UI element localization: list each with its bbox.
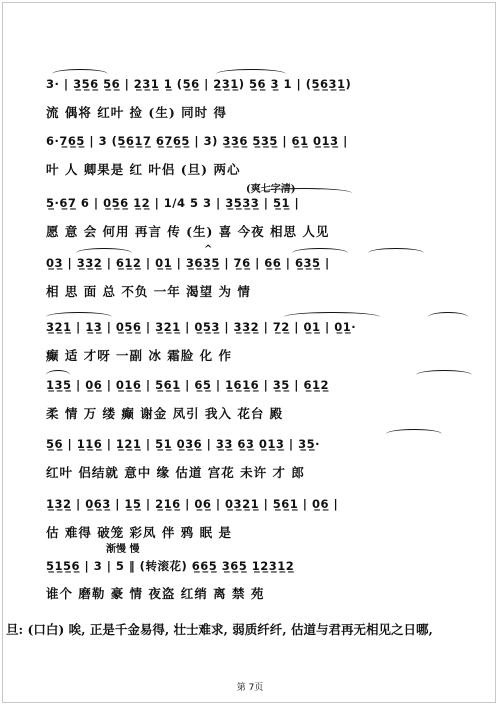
slur	[416, 370, 472, 380]
notation-line: 5̲·6̲7̲ 6 | 0̲5̲6̲ 1̲2̲ | 1/4 5 3 | 3̲5̲3̲3̲ | 5̲1̲ |	[46, 196, 300, 210]
notation-line: 0̲3̲ | 3̲3̲2̲ | 6̲1̲2̲ | 0̲1̲ | 3̲6̲3̲5̲ | 7̲6̲ | 6̲6̲ | 6̲3̲5̲ |	[46, 256, 330, 270]
slur	[368, 248, 424, 258]
notation-line: 3̲2̲1̲ | 1̲3̲ | 0̲5̲6̲ | 3̲2̲1̲ | 0̲5̲3̲ | 3̲3̲2̲ | 7̲2̲ | 0̲1̲ | 0̲1̲·	[46, 320, 357, 334]
lyric-line: 相 思 面 总 不负 一年 渴望 为 情	[46, 284, 251, 299]
lyric-line: 叶 人 卿果是 红 叶侣 (旦) 两心	[46, 162, 241, 177]
lyric-line: 癫 适 才呀 一副 冰 霜脸 化 作	[46, 348, 232, 363]
notation-line: 6·7̲6̲5̲ | 3 (5̲6̲1̲7̲ 6̲7̲6̲5̲ | 3) 3̲3̲6̲ 5̲3̲5̲ | 6̲1̲ 0̲1̲3̲ |	[46, 134, 348, 148]
notation-line: 1̲3̲5̲ | 0̲6̲ | 0̲1̲6̲ | 5̲6̲1̲ | 6̲5̲ | 1̲6̲1̲6̲ | 3̲5̲ | 6̲1̲2̲	[46, 378, 329, 392]
tempo-slowing-marking: 渐慢 慢	[106, 544, 140, 555]
notation-line: 1̲3̲2̲ | 0̲6̲3̲ | 1̲5̲ | 2̲1̲6̲ | 0̲6̲ | 0̲3̲2̲1̲ | 5̲6̲1̲ | 0̲6̲ |	[46, 497, 339, 511]
tempo-marking: (爽七字清)	[246, 184, 296, 195]
notation-line: 5̲1̲5̲6̲ | 3 | 5 ‖ (转滚花) 6̲6̲5̲ 3̲6̲5̲ 1̲2̲3̲1̲2̲	[46, 559, 295, 573]
lyric-line: 估 难得 破笼 彩凤 伴 鸦 眠 是	[46, 525, 232, 540]
spoken-dialogue: 旦: (口白) 唉, 正是千金易得, 壮士难求, 弱质纤纤, 估道与君再无相见之日哪,	[6, 622, 433, 637]
lyric-line: 愿 意 会 何用 再言 传 (生) 喜 今夜 相思 人见	[46, 224, 330, 239]
lyric-line: 谁个 磨勒 豪 情 夜盗 红绡 离 禁 苑	[46, 586, 265, 601]
notation-line: 5̲6̲ | 1̲1̲6̲ | 1̲2̲1̲ | 5̲1̲ 0̲3̲6̲ | 3̲3̲ 6̲3̲ 0̲1̲3̲ | 3̲5̲·	[46, 437, 320, 451]
slur	[386, 429, 442, 439]
page-number: 第 7页	[236, 683, 264, 693]
slur	[428, 312, 468, 322]
lyric-line: 红叶 侣结就 意中 缘 估道 宫花 未许 才 郎	[46, 465, 305, 480]
notation-line: 3· | 3̲5̲6̲ 5̲6̲ | 2̲3̲1̲ 1̲ (5̲6̲ | 2̲3̲1̲) 5̲6̲ 3̲ 1 | (5̲6̲3̲1̲)	[46, 77, 352, 91]
lyric-line: 柔 情 万 缕 癫 谢金 凤引 我入 花台 殿	[46, 406, 284, 421]
lyric-line: 流 偶将 红叶 捡 (生) 同时 得	[46, 105, 227, 120]
fermata-mark: ^	[204, 244, 213, 255]
